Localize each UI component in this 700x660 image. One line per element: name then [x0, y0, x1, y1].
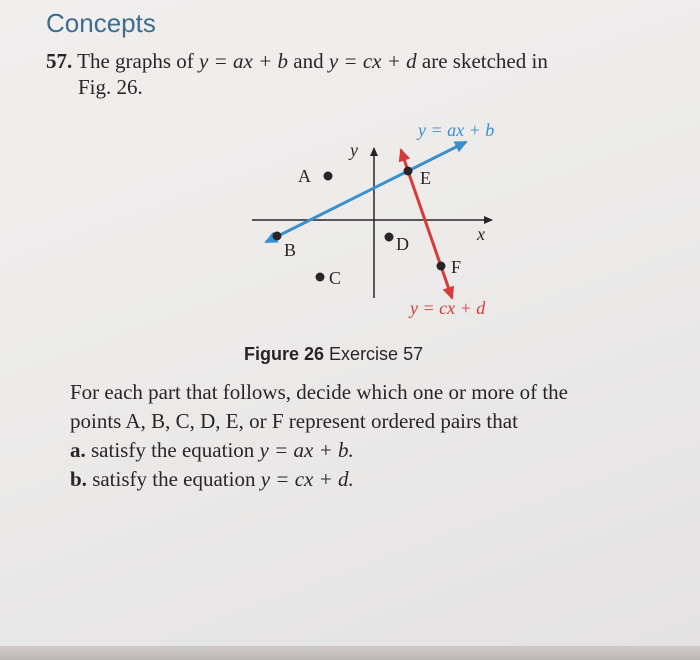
point-b-label: B	[284, 240, 297, 260]
problem-number: 57.	[46, 49, 73, 73]
intro-line-1: For each part that follows, decide which one or more of the	[70, 380, 569, 404]
equation-1: y = ax + b	[199, 49, 288, 73]
section-title: Concepts	[46, 8, 156, 38]
point-f-label: F	[451, 257, 462, 277]
part-a	[70, 436, 695, 465]
point-d-label: D	[396, 234, 409, 254]
part-a-label: a.	[70, 438, 86, 462]
point-b	[273, 232, 282, 241]
point-c	[316, 273, 325, 282]
exercise-body	[70, 378, 695, 494]
part-b-label: b.	[70, 467, 87, 491]
problem-text-and: and	[288, 49, 329, 73]
point-d	[385, 233, 394, 242]
caption-figure-label: Figure 26	[244, 344, 325, 364]
point-e-label: E	[420, 168, 431, 188]
line-cx-plus-d-label: y = cx + d	[410, 298, 486, 318]
figure-26-graph	[240, 112, 540, 322]
point-a	[324, 172, 333, 181]
point-a-label: A	[298, 166, 311, 186]
page-bottom-edge	[0, 646, 700, 660]
part-a-text: satisfy the equation	[91, 438, 260, 462]
line-ax-plus-b	[266, 171, 408, 242]
point-e	[404, 167, 413, 176]
problem-statement	[46, 48, 686, 100]
x-axis-label: x	[477, 224, 485, 244]
problem-text-line2: Fig. 26.	[78, 75, 143, 99]
line-ax-plus-b-ext	[408, 142, 466, 171]
problem-text-post: are sketched in	[416, 49, 548, 73]
part-b-equation: y = cx + d.	[260, 467, 354, 491]
part-b-text: satisfy the equation	[92, 467, 261, 491]
y-axis-label: y	[350, 140, 358, 160]
part-b	[70, 465, 695, 494]
problem-text-pre: The graphs of	[77, 49, 200, 73]
intro-line-2: points A, B, C, D, E, or F represent ordered pairs that	[70, 409, 518, 433]
equation-2: y = cx + d	[328, 49, 417, 73]
line-cx-plus-d	[408, 171, 452, 298]
point-c-label: C	[329, 268, 342, 288]
part-a-equation: y = ax + b.	[259, 438, 354, 462]
figure-caption	[244, 344, 423, 365]
line-ax-plus-b-label: y = ax + b	[418, 120, 495, 140]
caption-exercise-label: Exercise 57	[329, 344, 424, 364]
point-f	[437, 262, 446, 271]
